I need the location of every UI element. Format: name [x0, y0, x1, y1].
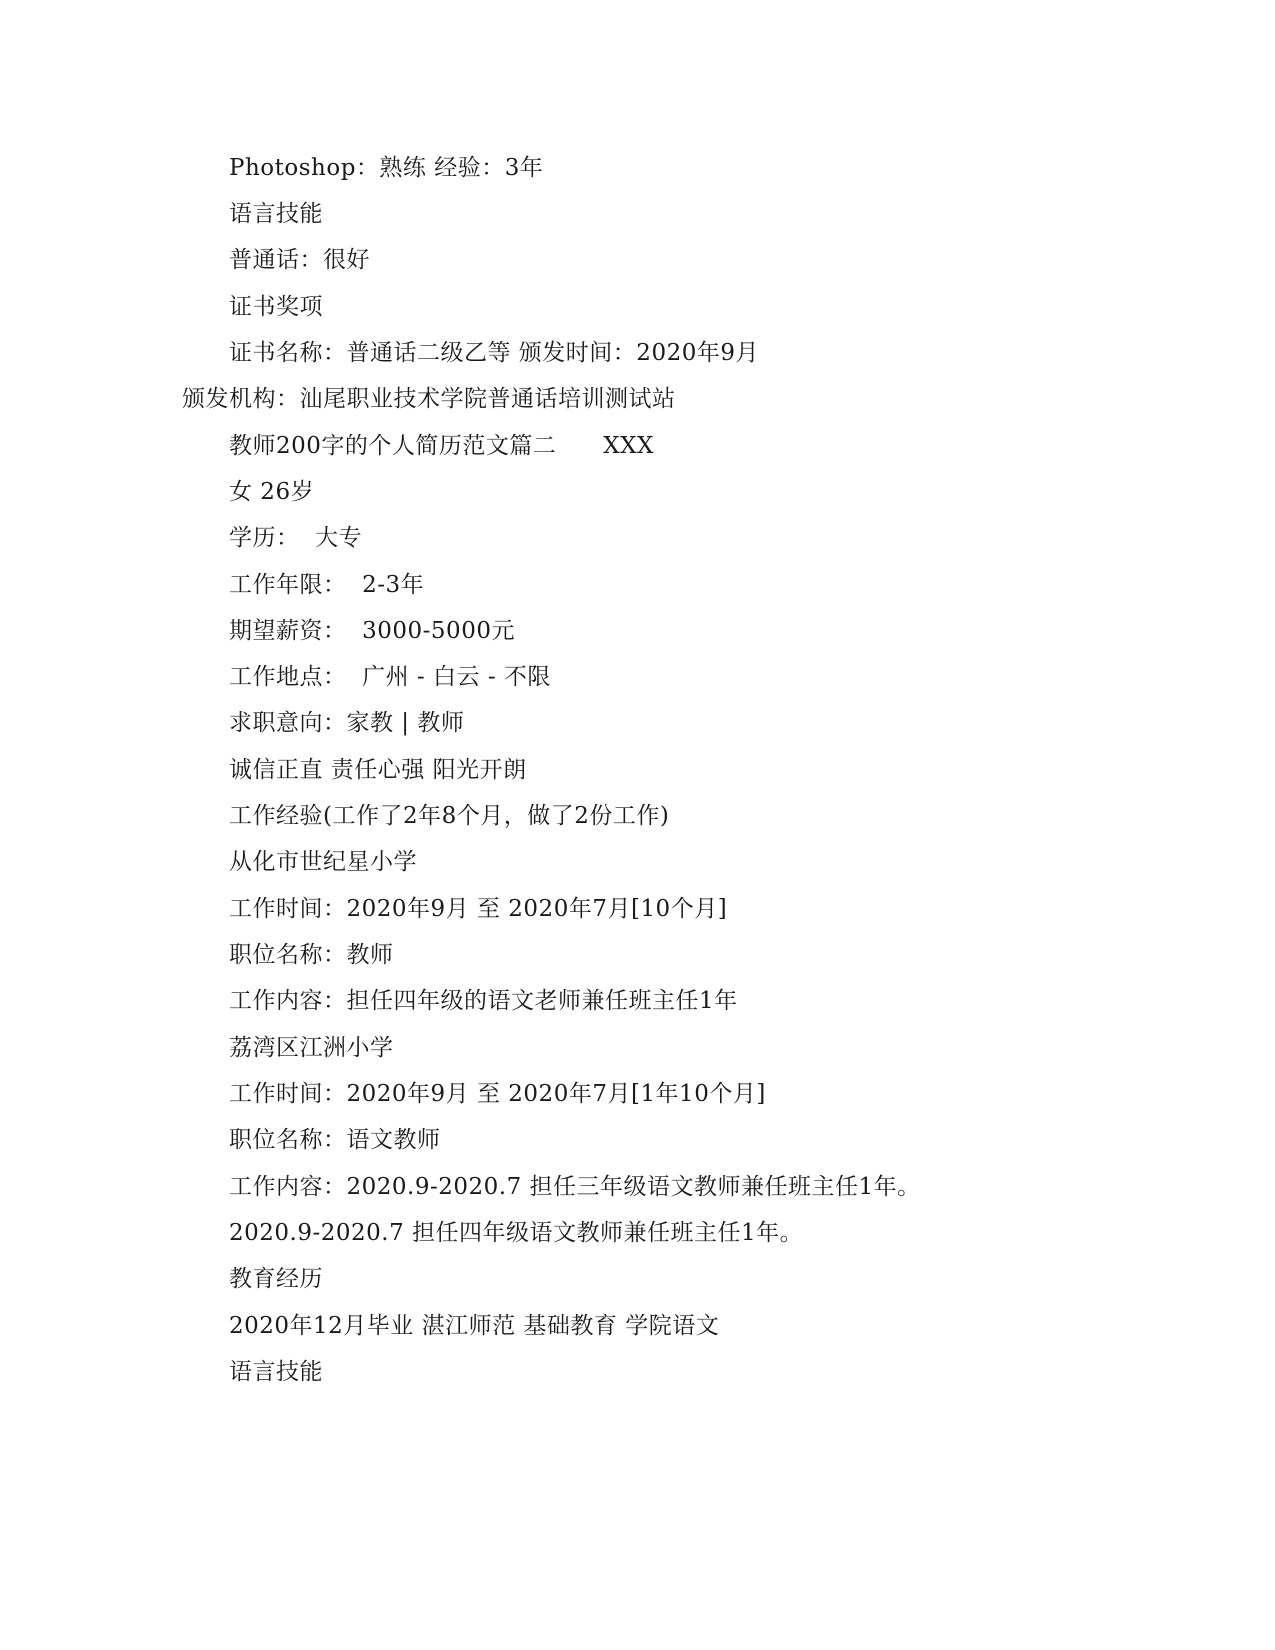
- text-line: 求职意向：家教 | 教师: [229, 710, 465, 736]
- employer-name: 荔湾区江洲小学: [229, 1035, 394, 1061]
- section-heading: 教育经历: [229, 1266, 323, 1292]
- text-line: 2020.9-2020.7 担任四年级语文教师兼任班主任1年。: [229, 1220, 804, 1246]
- text-line: 工作时间：2020年9月 至 2020年7月[10个月]: [229, 896, 728, 922]
- text-line: 诚信正直 责任心强 阳光开朗: [229, 757, 527, 783]
- section-heading: 工作经验(工作了2年8个月，做了2份工作): [229, 803, 670, 829]
- section-heading: 证书奖项: [229, 294, 323, 320]
- resume-title: 教师200字的个人简历范文篇二 XXX: [229, 433, 654, 459]
- text-line: 工作内容：2020.9-2020.7 担任三年级语文教师兼任班主任1年。: [229, 1174, 921, 1200]
- text-line: 工作年限： 2-3年: [229, 572, 425, 598]
- text-line: 颁发机构：汕尾职业技术学院普通话培训测试站: [182, 386, 676, 412]
- text-line: 工作时间：2020年9月 至 2020年7月[1年10个月]: [229, 1081, 766, 1107]
- text-line: Photoshop：熟练 经验：3年: [229, 155, 544, 181]
- employer-name: 从化市世纪星小学: [229, 849, 417, 875]
- text-line: 2020年12月毕业 湛江师范 基础教育 学院语文: [229, 1313, 720, 1339]
- text-line: 证书名称：普通话二级乙等 颁发时间：2020年9月: [229, 340, 759, 366]
- text-line: 期望薪资： 3000-5000元: [229, 618, 515, 644]
- section-heading: 语言技能: [229, 201, 323, 227]
- text-line: 职位名称：教师: [229, 942, 394, 968]
- section-heading: 语言技能: [229, 1359, 323, 1385]
- text-line: 普通话：很好: [229, 247, 370, 273]
- text-line: 工作内容：担任四年级的语文老师兼任班主任1年: [229, 988, 738, 1014]
- text-line: 学历： 大专: [229, 525, 363, 551]
- text-line: 女 26岁: [229, 479, 315, 505]
- text-line: 工作地点： 广州 - 白云 - 不限: [229, 664, 551, 690]
- text-line: 职位名称：语文教师: [229, 1127, 441, 1153]
